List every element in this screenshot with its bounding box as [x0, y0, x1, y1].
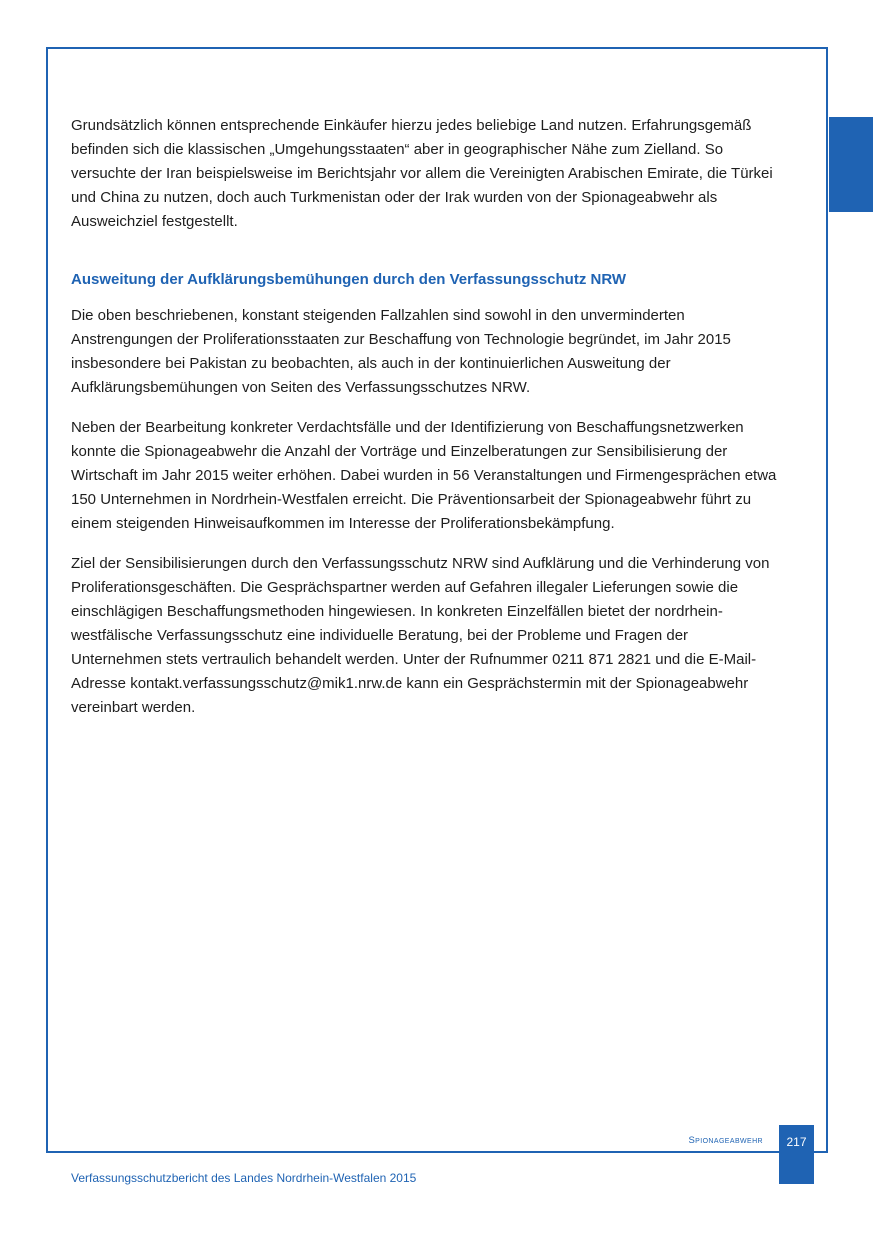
body-paragraph-4: Ziel der Sensibilisierungen durch den Verfassungsschutz NRW sind Aufklärung und die Verhinderung von Proliferationsgeschäften. Die Gesprächspartner werden auf Gefahren illegaler Lieferungen sowie die einschlägigen Beschaffungsmethoden hingewiesen. In konkreten Einzelfällen bietet der nordrhein-westfälische Verfassungsschutz eine individuelle Beratung, bei der Probleme und Fragen der Unternehmen stets vertraulich behandelt werden. Unter der Rufnummer 0211 871 2821 und die E-Mail-Adresse kontakt.verfassungsschutz@mik1.nrw.de kann ein Gesprächstermin mit der Spionageabwehr vereinbart werden.: [71, 555, 770, 716]
footer-report-title: Verfassungsschutzbericht des Landes Nordrhein-Westfalen 2015: [71, 1171, 417, 1185]
body-paragraph-2: Die oben beschriebenen, konstant steigenden Fallzahlen sind sowohl in den unverminderten Anstrengungen der Proliferationsstaaten zur Beschaffung von Technologie begründet, im Jahr 2015 insbesondere bei Pakistan zu beobachten, als auch in der kontinuierlichen Ausweitung der Aufklärungsbemühungen von Seiten des Verfassungsschutzes NRW.: [71, 307, 731, 396]
body-paragraph-3: Neben der Bearbeitung konkreter Verdachtsfälle und der Identifizierung von Beschaffungsnetzwerken konnte die Spionageabwehr die Anzahl der Vorträge und Einzelberatungen zur Sensibilisierung der Wirtschaft im Jahr 2015 weiter erhöhen. Dabei wurden in 56 Veranstaltungen und Firmengesprächen etwa 150 Unternehmen in Nordrhein-Westfalen erreicht. Die Präventionsarbeit der Spionageabwehr führt zu einem steigenden Hinweisaufkommen im Interesse der Proliferationsbekämpfung.: [71, 419, 777, 532]
page-number: 217: [786, 1135, 807, 1149]
footer-section-label: Spionageabwehr: [688, 1135, 763, 1146]
page-number-box: [779, 1125, 814, 1184]
section-heading: Ausweitung der Aufklärungsbemühungen durch den Verfassungsschutz NRW: [71, 271, 627, 288]
chapter-side-tab: [829, 117, 873, 212]
body-paragraph-1: Grundsätzlich können entsprechende Einkäufer hierzu jedes beliebige Land nutzen. Erfahrungsgemäß befinden sich die klassischen „Umgehungsstaaten“ aber in geographischer Nähe zum Zielland. So versuchte der Iran beispielsweise im Berichtsjahr vor allem die Vereinigten Arabischen Emirate, die Türkei und China zu nutzen, doch auch Turkmenistan oder der Irak wurden von der Spionageabwehr als Ausweichziel festgestellt.: [71, 117, 773, 230]
page-content: [71, 114, 783, 736]
